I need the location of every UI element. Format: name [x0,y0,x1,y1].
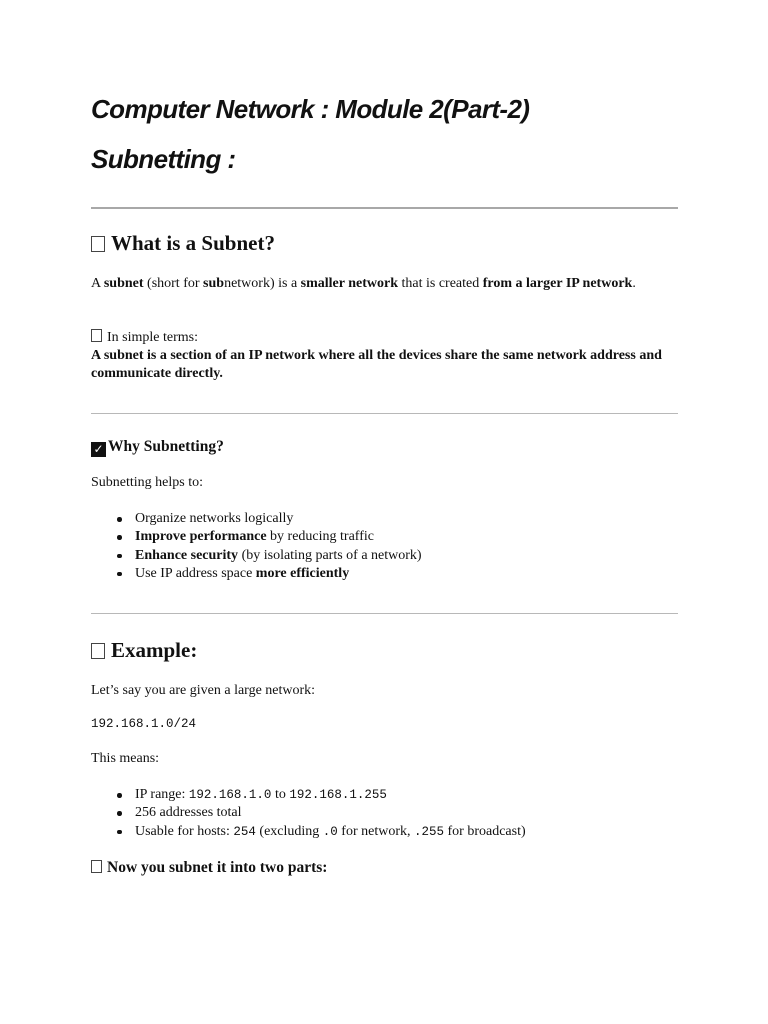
text: 256 addresses total [135,805,242,821]
heading-text: Why Subnetting? [108,438,224,455]
list-item [135,565,422,583]
laptop-emoji-icon [91,643,105,659]
check-mark-icon: ✓ [91,442,106,457]
pin-emoji-icon [91,329,102,342]
text: network) is a [224,276,301,291]
text: (by isolating parts of a network) [238,547,422,563]
subnet-definition [91,275,678,293]
text: for network, [337,823,414,839]
heading-text: Now you subnet it into two parts: [107,859,328,876]
label-text: In simple terms: [107,330,198,345]
text: for broadcast) [444,823,526,839]
text: A [91,276,104,291]
list-item [135,510,422,528]
means-label: This means: [91,751,160,766]
simple-terms-text: A subnet is a section of an IP network where all the devices share the same network address and communicate directly. [91,348,662,381]
divider [91,613,678,614]
text: Use IP address space [135,565,256,581]
text: that is created [398,276,483,291]
text: . [632,276,636,291]
heading-why-subnetting [91,438,224,457]
text: by reducing traffic [266,529,374,545]
divider [91,207,678,209]
divider [91,413,678,414]
network-code: 192.168.1.0/24 [91,717,197,731]
list-item [135,528,422,546]
document-subtitle: Subnetting : [91,144,236,174]
bold-text: Enhance security [135,547,239,563]
code-text: 192.168.1.0 [188,788,272,802]
why-intro: Subnetting helps to: [91,475,203,490]
heading-text: Example: [111,638,198,662]
heading-what-is-subnet [91,231,275,256]
code-text: .0 [322,824,338,839]
code-text: 254 [233,824,256,839]
heading-text: What is a Subnet? [111,231,275,255]
network-details-list [91,786,526,841]
text: (short for [143,276,204,291]
code-text: .255 [414,824,445,839]
book-emoji-icon [91,236,105,252]
heading-example [91,638,197,663]
document-title: Computer Network : Module 2(Part-2) [91,94,530,124]
text: to [271,787,290,802]
bold-text: more efficiently [255,565,350,581]
bold-text: smaller network [300,276,398,291]
benefits-list [91,510,422,583]
wrench-emoji-icon [91,860,102,873]
example-intro: Let’s say you are given a large network: [91,683,316,698]
text: IP range: [135,787,189,802]
text: Organize networks logically [135,511,294,526]
bold-text: from a larger IP network [482,276,633,291]
list-item [135,547,422,565]
code-text: 192.168.1.255 [289,788,387,802]
text: (excluding [255,823,323,839]
simple-terms-label [91,329,678,347]
bold-text: sub [203,276,225,291]
bold-text: subnet [103,276,144,291]
list-item [135,786,526,804]
bold-text: Improve performance [135,529,267,545]
heading-subnet-parts [91,859,327,877]
list-item [135,804,526,822]
list-item [135,823,526,841]
text: Usable for hosts: [135,823,234,839]
